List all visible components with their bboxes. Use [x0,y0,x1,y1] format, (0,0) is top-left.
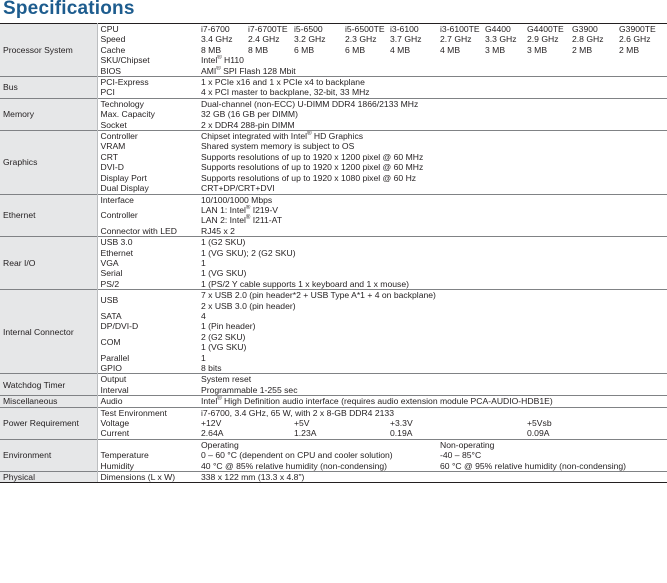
category-power-requirement: Power Requirement [0,407,97,439]
spec-item-label [97,439,198,450]
category-processor-system: Processor System [0,24,97,77]
spec-row [0,290,667,311]
spec-value-cell: Supports resolutions of up to 1920 x 1080 pixel @ 60 Hz [201,172,417,183]
category-graphics: Graphics [0,131,97,194]
spec-item-label: CPU [97,24,198,35]
spec-row [0,428,667,439]
spec-value-cell [198,332,667,353]
spec-value-cell: 2 x DDR4 288-pin DIMM [201,119,295,130]
spec-item-label: DP/DVI-D [100,321,139,332]
spec-value-cell: Intel® H110 [201,55,244,66]
spec-value-cell: Dual-channel (non-ECC) U-DIMM DDR4 1866/2133 MHz [198,98,667,109]
spec-item-label: Parallel [100,352,130,363]
spec-value-cell: 4 x PCI master to backplane, 32-bit, 33 MHz [201,87,370,98]
spec-value-cell: 0 – 60 °C (dependent on CPU and cooler solution) [201,450,393,461]
spec-item-label: VRAM [100,141,126,152]
spec-item-label: Temperature [100,450,149,461]
spec-item-label: Output [97,374,198,385]
spec-row [0,24,667,35]
spec-value-cell: 1 (VG SKU) [201,268,247,279]
spec-value-cell: i7-6700, 3.4 GHz, 65 W, with 2 x 8-GB DDR4 2133 [198,407,667,418]
category-memory: Memory [0,98,97,130]
spec-value-cell: System reset [198,374,667,385]
spec-value-line: 2 x USB 3.0 (pin header) [201,300,296,311]
spec-value-cell: 3 MB [485,44,506,55]
spec-item-label: VGA [100,257,119,268]
spec-row [0,141,667,151]
spec-row [0,226,667,237]
spec-row [0,77,667,88]
spec-row [0,311,667,321]
spec-row [0,98,667,109]
spec-value-cell: -40 – 85°C [440,450,482,461]
spec-item-label: SATA [100,310,122,321]
spec-item-label: Display Port [100,172,147,183]
spec-item-label: Technology [97,98,198,109]
spec-value-cell: CRT+DP/CRT+DVI [201,183,275,194]
category-environment: Environment [0,439,97,471]
category-ethernet: Ethernet [0,194,97,237]
spec-item-label: Controller [97,131,198,142]
spec-value-cell: 1 (PS/2 Y cable supports 1 x keyboard and 1 x mouse) [201,278,409,289]
spec-value-line: LAN 2: Intel® I211-AT [201,215,283,226]
page-title: Specifications [3,0,135,19]
spec-item-label: Current [100,428,130,439]
spec-item-label: Dual Display [100,183,149,194]
spec-value-cell: 8 MB [248,44,269,55]
spec-value-cell: Intel® High Definition audio interface (requires audio extension module PCA-AUDIO-HDB1E) [198,396,667,407]
spec-value-cell: i7-6700TE [245,24,291,35]
spec-row [0,472,667,483]
spec-value-cell: 2.4 GHz [248,34,280,45]
spec-value-cell: Supports resolutions of up to 1920 x 1200 pixel @ 60 MHz [201,151,424,162]
spec-row [0,66,667,77]
spec-row [0,258,667,268]
spec-item-label: PS/2 [100,278,120,289]
spec-item-label: Voltage [100,418,130,429]
spec-value-cell: +12V [201,418,222,429]
spec-value-cell: Shared system memory is subject to OS [201,141,355,152]
spec-row [0,55,667,65]
spec-value-cell: 1.23A [294,428,317,439]
spec-row [0,439,667,450]
spec-value-cell: 60 °C @ 95% relative humidity (non-condensing) [440,460,627,471]
spec-value-cell: 0.09A [527,428,550,439]
spec-row [0,237,667,248]
spec-row [0,363,667,374]
spec-item-label: Speed [100,34,126,45]
spec-value-cell: RJ45 x 2 [201,225,235,236]
category-rear-i-o: Rear I/O [0,237,97,290]
spec-item-label: Serial [100,268,123,279]
spec-item-label: Ethernet [100,247,133,258]
spec-value-cell: 32 GB (16 GB per DIMM) [201,109,298,120]
spec-value-cell: 338 x 122 mm (13.3 x 4.8") [198,472,667,483]
category-watchdog-timer: Watchdog Timer [0,374,97,396]
spec-value-cell: i3-6100 [387,24,437,35]
spec-table [0,23,667,483]
spec-row [0,248,667,258]
spec-value-cell: Non-operating [437,439,667,450]
spec-item-label: SKU/Chipset [100,55,150,66]
spec-row [0,173,667,183]
category-internal-connector: Internal Connector [0,290,97,374]
spec-item-label: Test Environment [97,407,198,418]
spec-value-cell: 2 MB [619,44,640,55]
category-bus: Bus [0,77,97,99]
spec-row [0,131,667,142]
spec-value-cell: 8 MB [201,44,222,55]
spec-item-label: Interface [97,194,198,205]
spec-item-label: Max. Capacity [100,109,155,120]
spec-value-cell: 3 MB [527,44,548,55]
spec-value-cell: 1 [201,257,206,268]
spec-value-cell: Chipset integrated with Intel® HD Graphics [198,131,667,142]
spec-item-label: Connector with LED [100,225,177,236]
spec-value-cell: 3.3 GHz [485,34,517,45]
spec-row [0,332,667,353]
spec-item-label: USB 3.0 [97,237,198,248]
spec-row [0,109,667,119]
spec-value-cell: 4 MB [390,44,411,55]
spec-item-label: BIOS [100,65,122,76]
spec-row [0,205,667,226]
spec-item-label: Audio [97,396,198,407]
spec-value-cell: i5-6500 [291,24,342,35]
spec-row [0,34,667,44]
spec-value-cell: G4400TE [524,24,569,35]
spec-item-label: PCI [100,87,115,98]
spec-item-label: Socket [100,119,127,130]
spec-row [0,45,667,55]
spec-value-cell: 2.3 GHz [345,34,377,45]
spec-value-cell: Supports resolutions of up to 1920 x 1200 pixel @ 60 MHz [201,162,424,173]
spec-value-cell: 2.8 GHz [572,34,604,45]
spec-value-cell: 2.7 GHz [440,34,472,45]
spec-item-label: Controller [100,210,138,221]
spec-value-cell: 0.19A [390,428,413,439]
spec-row [0,385,667,396]
spec-value-cell [198,205,667,226]
spec-row [0,418,667,428]
spec-row [0,120,667,131]
spec-value-cell: AMI® SPI Flash 128 Mbit [201,65,296,76]
spec-value-cell: 2.9 GHz [527,34,559,45]
spec-value-cell: 4 MB [440,44,461,55]
spec-value-line: 2 (G2 SKU) [201,331,246,342]
spec-item-label: USB [97,290,198,311]
spec-row [0,268,667,278]
spec-item-label: Dimensions (L x W) [97,472,198,483]
spec-value-cell: G4400 [482,24,524,35]
spec-value-cell: i5-6500TE [342,24,387,35]
spec-value-cell: 6 MB [345,44,366,55]
spec-value-cell: i3-6100TE [437,24,482,35]
spec-item-label: DVI-D [100,162,124,173]
spec-value-cell: 1 (G2 SKU) [198,237,667,248]
spec-value-cell: +5Vsb [527,418,552,429]
spec-value-cell: 8 bits [201,363,222,373]
spec-value-cell: 2 MB [572,44,593,55]
spec-value-cell: 1 (VG SKU); 2 (G2 SKU) [201,247,296,258]
spec-value-cell: 4 [201,310,206,321]
spec-row [0,183,667,194]
spec-value-cell: G3900 [569,24,616,35]
spec-row [0,321,667,331]
spec-value-cell: 1 (Pin header) [201,321,256,332]
spec-value-cell: +5V [294,418,310,429]
spec-value-cell: 2.64A [201,428,224,439]
spec-row [0,450,667,460]
spec-value-cell: i7-6700 [198,24,245,35]
spec-value-line: 7 x USB 2.0 (pin header*2 + USB Type A*1 + 4 on backplane) [201,290,436,301]
category-physical: Physical [0,472,97,483]
spec-item-label: Cache [100,44,126,55]
spec-row [0,353,667,363]
spec-row [0,194,667,205]
spec-value-cell: 6 MB [294,44,315,55]
spec-value-line: 1 (VG SKU) [201,342,247,353]
spec-row [0,461,667,472]
spec-row [0,87,667,98]
spec-row [0,407,667,418]
spec-value-cell: 1 [201,352,206,363]
spec-value-cell: 40 °C @ 85% relative humidity (non-condensing) [201,460,388,471]
spec-value-cell: 3.4 GHz [201,34,233,45]
category-miscellaneous: Miscellaneous [0,396,97,407]
spec-row [0,396,667,407]
spec-value-cell: +3.3V [390,418,413,429]
spec-value-cell: 10/100/1000 Mbps [198,194,667,205]
spec-value-cell: G3900TE [616,24,667,35]
spec-value-cell: Programmable 1-255 sec [201,384,298,395]
spec-row [0,374,667,385]
spec-item-label: Humidity [100,460,134,471]
spec-item-label: COM [100,336,121,347]
spec-item-label: Interval [100,384,129,395]
spec-row [0,279,667,290]
spec-value-cell: 3.2 GHz [294,34,326,45]
spec-row [0,162,667,172]
spec-item-label: PCI-Express [97,77,198,88]
spec-value-cell: 3.7 GHz [390,34,422,45]
spec-value-line: LAN 1: Intel® I219-V [201,204,279,215]
spec-item-label: GPIO [100,363,122,373]
spec-value-cell: 2.6 GHz [619,34,651,45]
spec-item-label: CRT [100,151,119,162]
spec-value-cell: Operating [198,439,437,450]
spec-value-cell [198,290,667,311]
spec-row [0,152,667,162]
spec-value-cell: 1 x PCIe x16 and 1 x PCIe x4 to backplane [198,77,667,88]
